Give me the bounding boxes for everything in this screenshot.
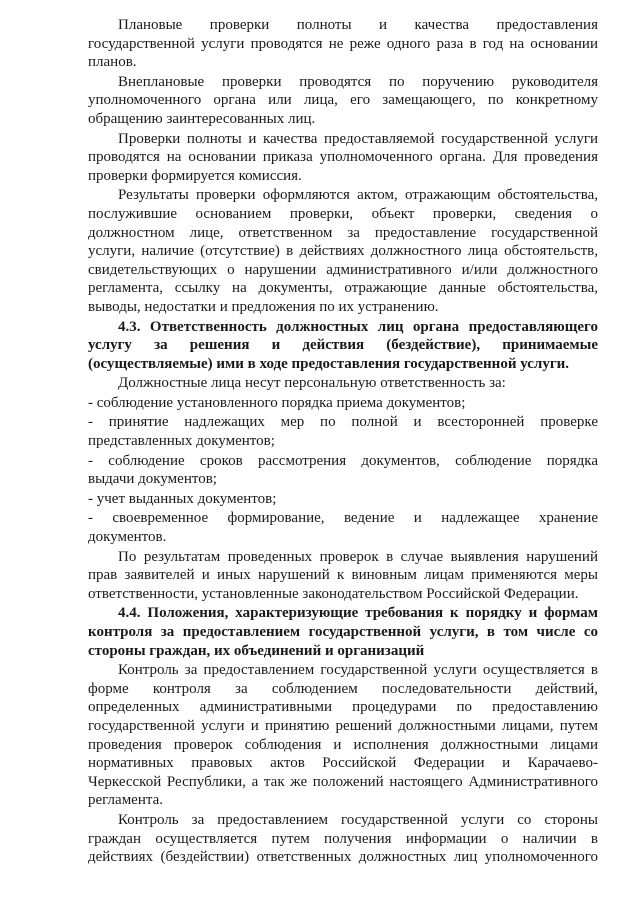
text-line: регламента. [88, 792, 164, 809]
text-line: форме контроля за соблюдением последовательности действий, [88, 680, 598, 697]
text-line: должностном лице, ответственном за предоставление государственной [88, 224, 598, 241]
text-line: регламента, ссылку на документы, отражающие данные обстоятельства, [88, 280, 598, 297]
text-line: Контроль за предоставлением государственной услуги осуществляется в [118, 662, 598, 679]
section-heading [88, 604, 598, 660]
text-line: ответственности, установленные законодательством Российской Федерации. [88, 585, 579, 602]
text-line: послужившие основанием проверки, объект проверки, сведения о [88, 205, 598, 222]
text-line: проведения проверок соблюдения и исполнения должностными лицами [88, 736, 598, 753]
document-page [88, 16, 598, 868]
text-line: прав заявителей и иных нарушений к виновным лицам применяются меры [88, 567, 598, 584]
text-line: - своевременное формирование, ведение и надлежащее хранение [88, 510, 598, 527]
paragraph [88, 661, 598, 810]
text-line: выводы, недостатки и предложения по их устранению. [88, 298, 439, 315]
paragraph [88, 186, 598, 316]
text-line: Черкесской Республики, а так же положений настоящего Административного [88, 773, 598, 790]
paragraph [88, 394, 598, 413]
text-line: планов. [88, 54, 137, 71]
text-line: По результатам проведенных проверок в случае выявления нарушений [118, 548, 598, 565]
text-line: (осуществляемые) ими в ходе предоставления государственной услуги. [88, 355, 570, 372]
paragraph [88, 811, 598, 867]
text-line: граждан осуществляется путем получения информации о наличии в [88, 830, 598, 847]
paragraph [88, 16, 598, 72]
section-heading [88, 318, 598, 374]
paragraph [88, 548, 598, 604]
text-line: выдачи документов; [88, 471, 217, 488]
text-line: представленных документов; [88, 433, 275, 450]
text-line: проверки формируется комиссия. [88, 167, 302, 184]
text-line: 4.3. Ответственность должностных лиц органа предоставляющего [118, 318, 598, 335]
paragraph [88, 490, 598, 509]
text-line: контроля за предоставлением государственной услуги, в том числе со [88, 624, 598, 640]
text-line: нормативных правовых актов Российской Федерации и Карачаево- [88, 755, 598, 772]
text-line: 4.4. Положения, характеризующие требования к порядку и формам [118, 605, 598, 622]
paragraph [88, 413, 598, 450]
text-line: уполномоченного органа или лица, его замещающего, по конкретному [88, 92, 598, 109]
text-line: определенных административными процедурами по предоставлению [88, 699, 598, 716]
text-line: - принятие надлежащих мер по полной и всесторонней проверке [88, 414, 598, 431]
text-line: Должностные лица несут персональную ответственность за: [118, 375, 506, 392]
text-line: Внеплановые проверки проводятся по поручению руководителя [118, 73, 598, 90]
text-line: - соблюдение сроков рассмотрения документов, соблюдение порядка [88, 452, 598, 469]
text-line: Результаты проверки оформляются актом, отражающим обстоятельства, [118, 187, 598, 204]
text-line: Контроль за предоставлением государственной услуги со стороны [118, 811, 598, 828]
paragraph [88, 374, 598, 393]
text-line: проводятся на основании приказа уполномоченного органа. Для проведения [88, 149, 598, 166]
text-line: документов. [88, 529, 167, 546]
text-line: свидетельствующих о нарушении административного и/или должностного [88, 261, 598, 278]
text-line: обращению заинтересованных лиц. [88, 110, 316, 127]
text-line: стороны граждан, их объединений и организаций [88, 642, 425, 659]
text-line: Проверки полноты и качества предоставляемой государственной услуги [118, 130, 598, 147]
paragraph [88, 73, 598, 129]
paragraph [88, 452, 598, 489]
paragraph [88, 509, 598, 546]
text-line: - учет выданных документов; [88, 490, 277, 507]
text-line: услуги, наличие (отсутствие) в действиях должностного лица обстоятельств, [88, 243, 598, 260]
text-line: услугу за решения и действия (бездействие), принимаемые [88, 337, 598, 354]
text-line: государственной услуги и принятию решений должностными лицами, путем [88, 717, 598, 734]
text-line: действиях (бездействии) ответственных должностных лиц уполномоченного [88, 849, 598, 866]
paragraph [88, 130, 598, 186]
text-line: Плановые проверки полноты и качества предоставления [118, 17, 598, 33]
text-line: государственной услуги проводятся не реже одного раза в год на основании [88, 35, 598, 52]
text-line: - соблюдение установленного порядка приема документов; [88, 394, 466, 411]
